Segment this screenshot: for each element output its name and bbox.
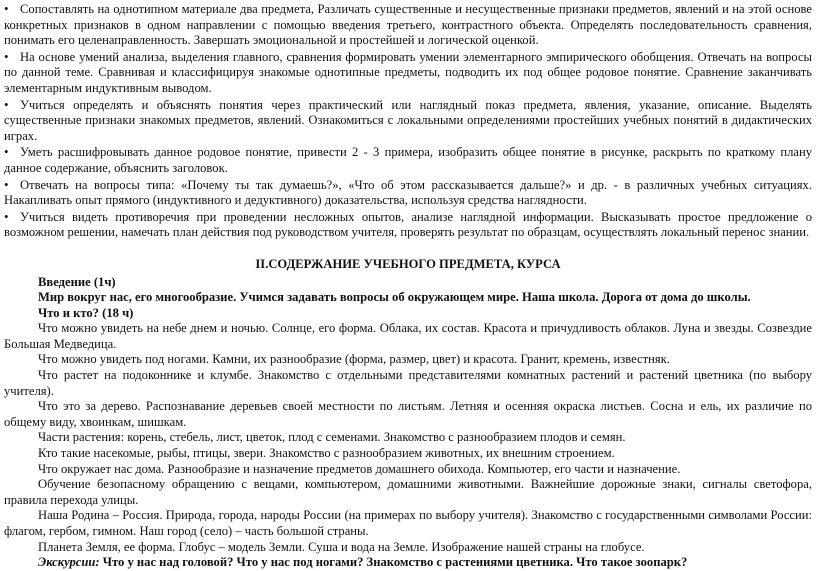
bullet-item: •Сопоставлять на однотипном материале два предмета, Различать существенные и несущественные признаки предметов, явлений и на этой основе конкретных признаков в одном направлении с помощью введения третьего, контрастного объекта. Определять последовательность сравнения, понимать его целенаправленность. Завершать эмоциональной и простейшей и логической оценкой.	[4, 1, 812, 49]
bullet-icon	[4, 97, 20, 114]
content-paragraph: Части растения: корень, стебель, лист, цветок, плод с семенами. Знакомство с разнообразием плодов и семян.	[38, 430, 626, 445]
excursion-text: Что у нас над головой? Что у нас под ногами? Знакомство с растениями цветника. Что такое зоопарк?	[99, 555, 688, 570]
intro-heading: Введение (1ч)	[38, 274, 116, 289]
excursion-label: Экскурсии:	[38, 555, 100, 570]
content-paragraph: Кто такие насекомые, рыбы, птицы, звери. Знакомство с разнообразием животных, их внешним строением.	[38, 446, 615, 461]
bullet-icon	[4, 209, 20, 226]
bullet-item: •На основе умений анализа, выделения главного, сравнения формировать умении элементарного эмпирического обобщения. Отвечать на вопросы по данной теме. Сравнивая и классифицируя знакомые однотипные предметы, подводить их под общее родовое понятие. Сравнение заканчивать элементарным индуктивным выводом.	[4, 49, 812, 97]
intro-text: Мир вокруг нас, его многообразие. Учимся задавать вопросы об окружающем мире. Наша школа. Дорога от дома до школы.	[38, 290, 751, 305]
bullet-icon	[4, 144, 20, 161]
what-heading: Что и кто? (18 ч)	[38, 305, 134, 320]
bullet-item: •Учиться видеть противоречия при проведении несложных опытов, анализе наглядной информации. Высказывать простое предложение о возможном решении, намечать план действия под руководством учителя, проверять результат по образцам, осуществлять локальный перенос знании.	[4, 209, 812, 241]
content-paragraph: Наша Родина – Россия. Природа, города, народы России (на примерах по выбору учителя). Знакомство с государственными символами России: флагом, гербом, гимном. Наш город (село) – часть большой страны.	[4, 508, 812, 538]
content-paragraph: Что растет на подоконнике и клумбе. Знакомство с отдельными представителями комнатных растений и растений цветника (по выбору учителя).	[4, 368, 812, 398]
bullet-item: •Учиться определять и объяснять понятия через практический или наглядный показ предмета, явления, указание, описание. Выделять существенные признаки знакомых предметов, явлений. Ознакомиться с локальными определениями простейших учебных понятий в дидактических играх.	[4, 97, 812, 145]
content-paragraph: Что окружает нас дома. Разнообразие и назначение предметов домашнего обихода. Компьютер, его части и назначение.	[38, 461, 681, 476]
content-paragraph: Что можно увидеть под ногами. Камни, их разнообразие (форма, размер, цвет) и красота. Гранит, кремень, известняк.	[38, 352, 670, 367]
section-title: II.СОДЕРЖАНИЕ УЧЕБНОГО ПРЕДМЕТА, КУРСА	[255, 256, 561, 271]
content-paragraph: Что это за дерево. Распознавание деревьев своей местности по листьям. Летняя и осенняя окраска листьев. Сосна и ель, их различие по общему виду, хвоинкам, шишкам.	[4, 399, 812, 429]
excursion-line	[4, 555, 812, 571]
bullet-icon	[4, 177, 20, 194]
content-paragraph: Что можно увидеть на небе днем и ночью. Солнце, его форма. Облака, их состав. Красота и причудливость облаков. Луна и звезды. Созвездие Большая Медведица.	[4, 321, 812, 351]
bullet-icon	[4, 49, 20, 66]
content-paragraph: Планета Земля, ее форма. Глобус – модель Земли. Суша и вода на Земле. Изображение нашей страны на глобусе.	[38, 539, 645, 554]
bullet-item: •Отвечать на вопросы типа: «Почему ты так думаешь?», «Что об этом рассказывается дальше?» и др. - в различных учебных ситуациях. Накапливать опыт прямого (индуктивного и дедуктивного) доказательства, используя средства наглядности.	[4, 177, 812, 209]
bullet-item: •Уметь расшифровывать данное родовое понятие, привести 2 - 3 примера, изобразить общее понятие в рисунке, раскрыть по краткому плану данное содержание, объяснить заголовок.	[4, 144, 812, 176]
bullet-icon	[4, 1, 20, 18]
content-paragraph: Обучение безопасному обращению с вещами, компьютером, домашними животными. Важнейшие дорожные знаки, сигналы светофора, правила перехода улицы.	[4, 477, 812, 507]
